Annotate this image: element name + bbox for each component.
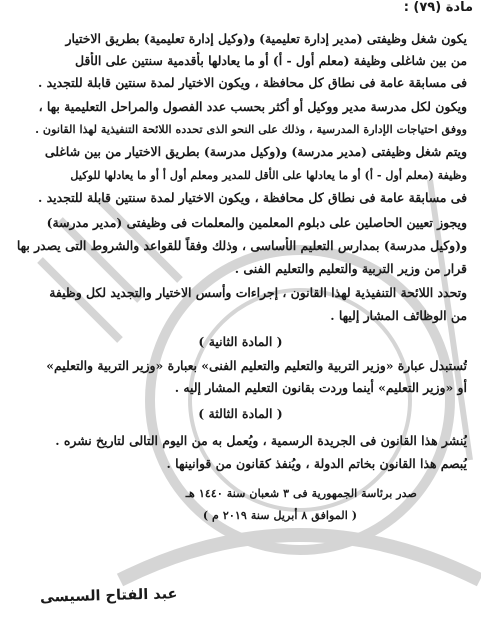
article-2-line: تُستبدل عبارة «وزير التربية والتعليم والتعليم الفنى» بعبارة «وزير التربية والتعليم» <box>46 358 467 373</box>
paragraph-line: يكون شغل وظيفتى (مدير إدارة تعليمية) و(وكيل إدارة تعليمية) بطريق الاختيار <box>65 31 467 46</box>
issued-date-gregorian: ( الموافق ٨ أبريل سنة ٢٠١٩ م ) <box>202 508 357 522</box>
article-3-heading: ( المادة الثالثة ) <box>198 406 283 421</box>
signature: عبد الفتاح السيسى <box>39 586 178 606</box>
paragraph-line: فى مسابقة عامة فى نطاق كل محافظة ، ويكون الاختيار لمدة سنتين قابلة للتجديد . <box>37 75 467 90</box>
paragraph-line: ويجوز تعيين الحاصلين على دبلوم المعلمين والمعلمات فى وظيفتى (مدير مدرسة) <box>46 215 467 230</box>
article-3-line: يُبصم هذا القانون بخاتم الدولة ، ويُنفذ كقانون من قوانينها . <box>166 456 467 471</box>
paragraph-line: ووفق احتياجات الإدارة المدرسية ، وذلك على النحو الذى تحدده اللائحة التنفيذية لهذا القانون . <box>35 122 467 136</box>
paragraph-line: من بين شاغلى وظيفة (معلم أول - أ) أو ما يعادلها بأقدمية سنتين على الأقل <box>75 53 467 68</box>
paragraph-line: ويتم شغل وظيفتى (مدير مدرسة) و(وكيل مدرسة) بطريق الاختيار من بين شاغلى <box>44 144 467 159</box>
paragraph-line: وتحدد اللائحة التنفيذية لهذا القانون ، إجراءات وأسس الاختيار والتجديد لكل وظيفة <box>49 285 467 300</box>
paragraph-line: من الوظائف المشار إليها . <box>330 308 467 323</box>
paragraph-line: و(وكيل مدرسة) بمدارس التعليم الأساسى ، وذلك وفقاً للقواعد والشروط التى يصدر بها <box>16 238 467 253</box>
article-2-line: أو «وزير التعليم» أينما وردت بقانون التعليم المشار إليه . <box>174 380 467 395</box>
article-2-heading: ( المادة الثانية ) <box>198 334 283 349</box>
article-3-line: يُنشر هذا القانون فى الجريدة الرسمية ، ويُعمل به من اليوم التالى لتاريخ نشره . <box>55 433 467 448</box>
article-number: مادة (٧٩) : <box>403 0 473 15</box>
issued-date-hijri: صدر برئاسة الجمهورية فى ٣ شعبان سنة ١٤٤٠ هـ <box>185 486 417 500</box>
paragraph-line: فى مسابقة عامة فى نطاق كل محافظة ، ويكون الاختيار لمدة سنتين قابلة للتجديد . <box>37 190 467 205</box>
paragraph-line: وظيفة (معلم أول - أ) أو ما يعادلها على الأقل للمدير ومعلم أول أ أو ما يعادلها للوكيل <box>70 168 467 182</box>
paragraph-line: ويكون لكل مدرسة مدير ووكيل أو أكثر بحسب عدد الفصول والمراحل التعليمية بها ، <box>38 99 467 114</box>
paragraph-line: قرار من وزير التربية والتعليم والتعليم الفنى . <box>234 261 467 276</box>
